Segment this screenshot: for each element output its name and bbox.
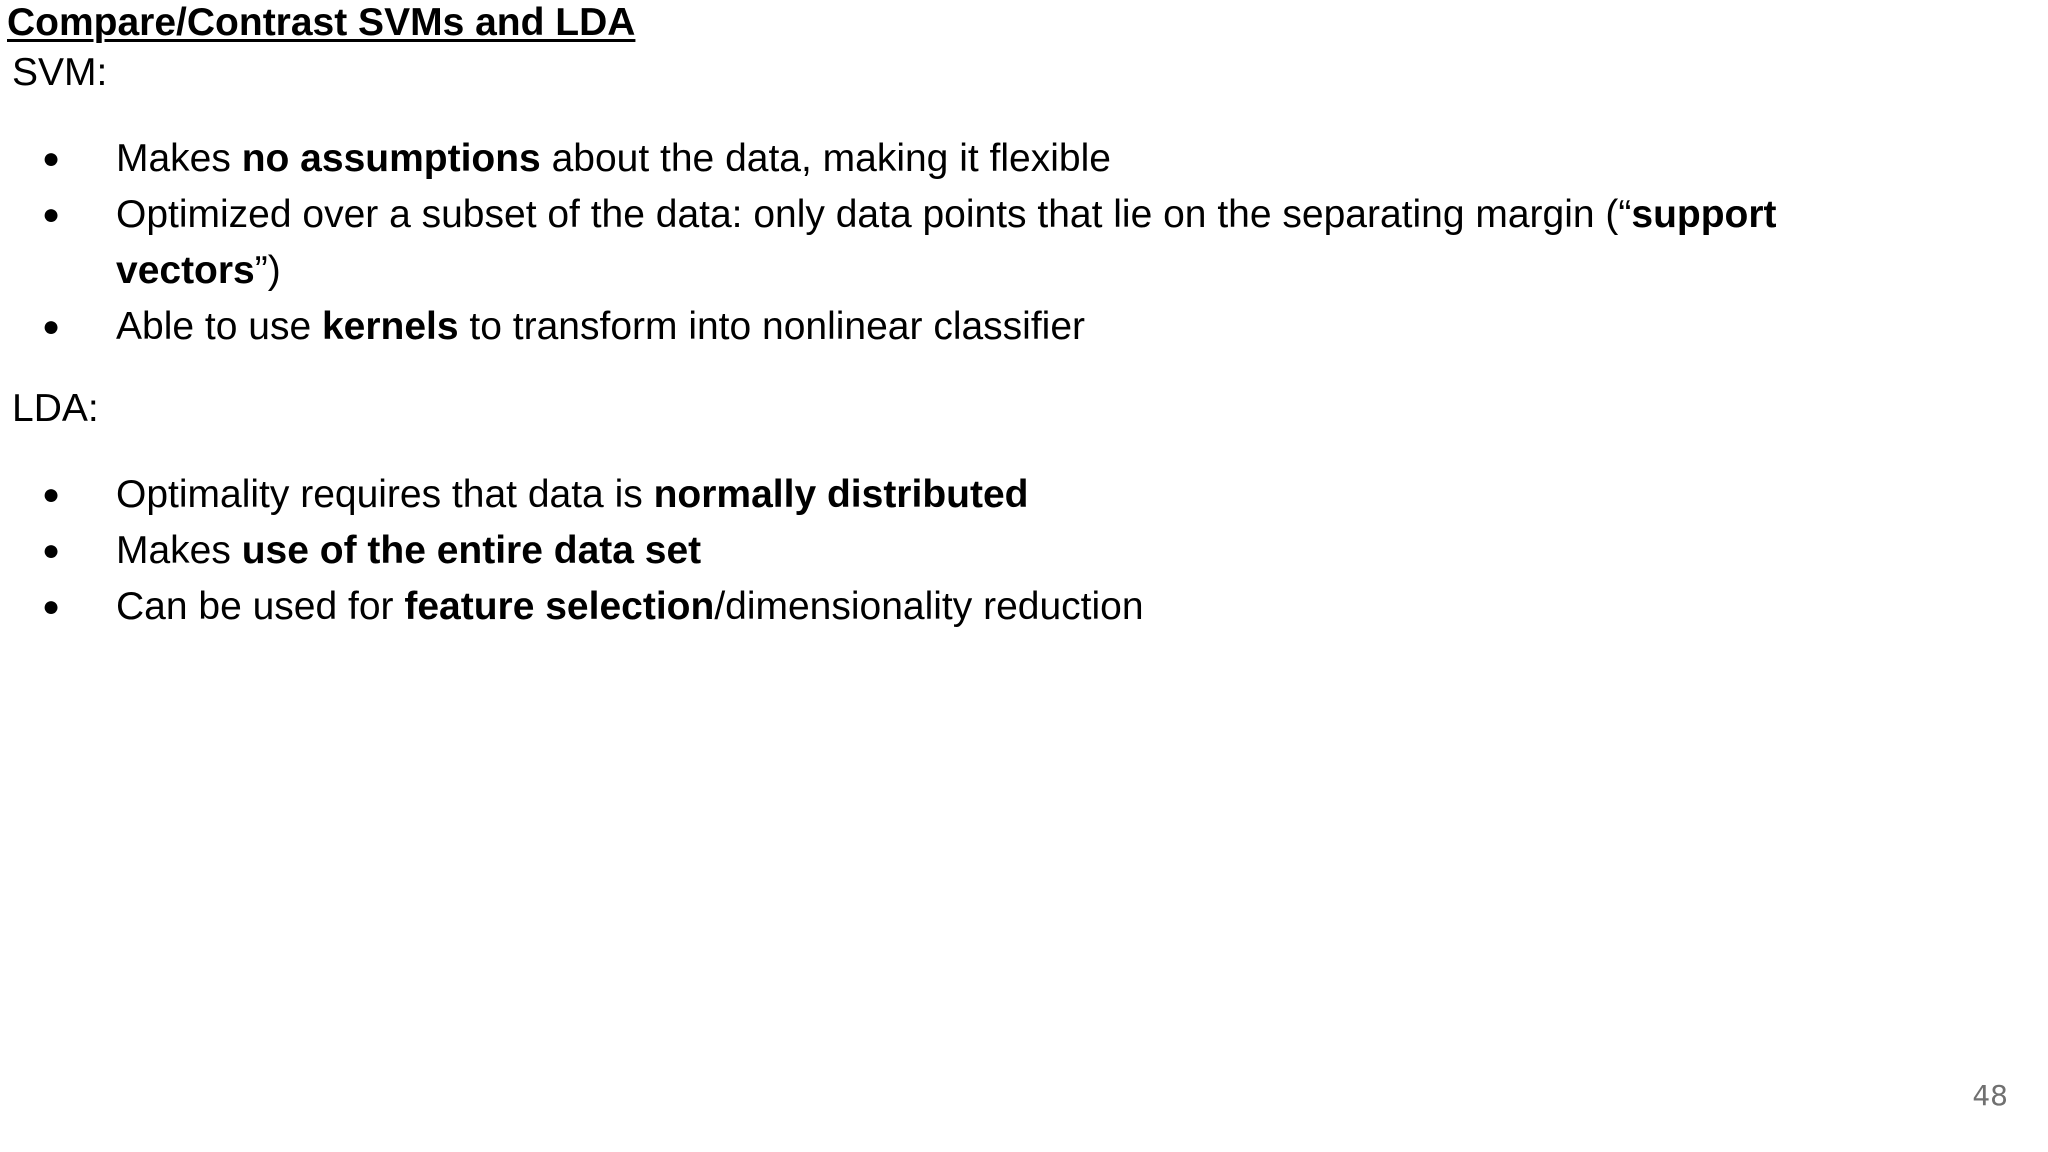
page-number: 48 <box>1972 1079 2008 1112</box>
bullet-bold-text: normally distributed <box>653 473 1029 516</box>
bullet-text: Can be used for <box>116 585 405 628</box>
svm-bullet-item <box>0 131 1856 187</box>
bullet-text: Makes <box>116 137 242 180</box>
bullet-bold-text: no assumptions <box>241 137 541 180</box>
slide-title: Compare/Contrast SVMs and LDA <box>7 1 636 44</box>
bullet-icon: ● <box>42 590 61 623</box>
bullet-text: Makes <box>116 529 242 572</box>
bullet-text: to transform into nonlinear classifier <box>458 305 1086 348</box>
lda-bullet-list <box>0 467 1900 635</box>
bullet-bold-text: support vectors <box>116 193 1777 292</box>
bullet-text: /dimensionality reduction <box>714 585 1144 628</box>
lda-bullet-item <box>0 467 1856 523</box>
lda-section-label: LDA: <box>12 387 99 430</box>
bullet-icon: ● <box>42 198 61 231</box>
bullet-text: Optimized over a subset of the data: only data points that lie on the separating margin (“ <box>116 193 1632 236</box>
bullet-bold-text: use of the entire data set <box>241 529 702 572</box>
bullet-text: Able to use <box>116 305 322 348</box>
bullet-text: about the data, making it flexible <box>540 137 1111 180</box>
bullet-icon: ● <box>42 478 61 511</box>
bullet-bold-text: kernels <box>321 305 459 348</box>
svm-bullet-item <box>0 187 1856 299</box>
bullet-text: ”) <box>254 249 281 292</box>
bullet-icon: ● <box>42 534 61 567</box>
svm-bullet-item <box>0 299 1856 355</box>
svm-bullet-list <box>0 131 1900 355</box>
svm-section-label: SVM: <box>12 51 108 94</box>
bullet-text: Optimality requires that data is <box>116 473 654 516</box>
bullet-icon: ● <box>42 310 61 343</box>
lda-bullet-item <box>0 579 1856 635</box>
bullet-bold-text: feature selection <box>404 585 715 628</box>
bullet-icon: ● <box>42 142 61 175</box>
lda-bullet-item <box>0 523 1856 579</box>
